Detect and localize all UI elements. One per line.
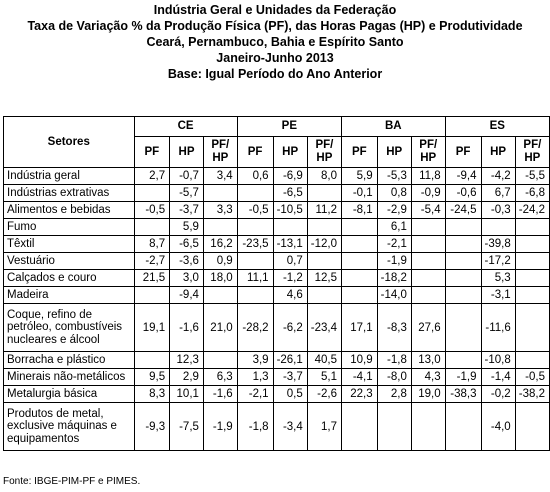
value-cell	[445, 403, 481, 451]
value-cell	[273, 219, 307, 236]
value-cell	[203, 287, 237, 304]
value-cell: 4,3	[411, 369, 445, 386]
value-cell: 0,7	[273, 253, 307, 270]
source-note: Fonte: IBGE-PIM-PF e PIMES.	[3, 476, 141, 487]
value-cell	[445, 219, 481, 236]
value-cell: -8,1	[342, 202, 378, 219]
table-row	[4, 253, 550, 270]
value-cell: -1,2	[273, 270, 307, 287]
value-cell	[411, 287, 445, 304]
value-cell: 18,0	[203, 270, 237, 287]
value-cell: 3,0	[170, 270, 204, 287]
value-cell: 9,5	[134, 369, 170, 386]
value-cell: -1,8	[237, 403, 273, 451]
value-cell: -26,1	[273, 352, 307, 369]
value-cell	[481, 219, 515, 236]
table-row	[4, 202, 550, 219]
title-line-3: Ceará, Pernambuco, Bahia e Espírito Santo	[146, 35, 404, 49]
value-cell: -0,5	[515, 369, 549, 386]
value-cell: -18,2	[377, 270, 411, 287]
value-cell: 3,3	[203, 202, 237, 219]
value-cell	[203, 352, 237, 369]
title-line-2: Taxa de Variação % da Produção Física (PF), das Horas Pagas (HP) e Produtividade	[27, 19, 523, 33]
metric-header: PF/ HP	[411, 137, 445, 168]
value-cell: 0,9	[203, 253, 237, 270]
value-cell: 11,1	[237, 270, 273, 287]
value-cell: 12,5	[307, 270, 341, 287]
value-cell: -10,5	[273, 202, 307, 219]
table-row	[4, 270, 550, 287]
value-cell	[134, 185, 170, 202]
title-line-5: Base: Igual Período do Ano Anterior	[167, 67, 383, 81]
value-cell	[307, 287, 341, 304]
metric-header: HP	[481, 137, 515, 168]
value-cell	[445, 352, 481, 369]
sector-header: Setores	[4, 117, 135, 168]
value-cell	[515, 270, 549, 287]
value-cell: 0,8	[377, 185, 411, 202]
value-cell	[342, 236, 378, 253]
value-cell	[411, 270, 445, 287]
value-cell: -9,4	[445, 168, 481, 185]
value-cell: 40,5	[307, 352, 341, 369]
metric-header: PF/ HP	[307, 137, 341, 168]
title-line-1: Indústria Geral e Unidades da Federação	[153, 3, 397, 17]
value-cell: -0,6	[445, 185, 481, 202]
value-cell: -8,0	[377, 369, 411, 386]
value-cell	[445, 236, 481, 253]
value-cell: -9,4	[170, 287, 204, 304]
value-cell	[203, 219, 237, 236]
value-cell: -2,6	[307, 386, 341, 403]
value-cell: 12,3	[170, 352, 204, 369]
value-cell: -0,2	[481, 386, 515, 403]
table-body	[4, 168, 550, 451]
value-cell	[515, 236, 549, 253]
value-cell: 2,8	[377, 386, 411, 403]
title-line-4: Janeiro-Junho 2013	[216, 51, 334, 65]
value-cell: -3,6	[170, 253, 204, 270]
metric-header: HP	[170, 137, 204, 168]
value-cell: 8,3	[134, 386, 170, 403]
value-cell: 2,9	[170, 369, 204, 386]
header-row-states	[4, 117, 550, 137]
value-cell: 0,5	[273, 386, 307, 403]
value-cell: -4,1	[342, 369, 378, 386]
state-header: CE	[134, 117, 237, 137]
value-cell: 4,6	[273, 287, 307, 304]
value-cell: -6,5	[273, 185, 307, 202]
value-cell	[237, 185, 273, 202]
value-cell: 17,1	[342, 304, 378, 352]
sector-name: Madeira	[4, 287, 135, 304]
value-cell	[342, 287, 378, 304]
sector-name: Calçados e couro	[4, 270, 135, 287]
value-cell: -5,3	[377, 168, 411, 185]
value-cell	[411, 253, 445, 270]
value-cell: 19,1	[134, 304, 170, 352]
value-cell: 11,8	[411, 168, 445, 185]
value-cell: 2,7	[134, 168, 170, 185]
value-cell: 6,1	[377, 219, 411, 236]
value-cell: -8,3	[377, 304, 411, 352]
value-cell	[134, 352, 170, 369]
value-cell	[515, 219, 549, 236]
sector-name: Minerais não-metálicos	[4, 369, 135, 386]
value-cell	[307, 253, 341, 270]
value-cell: 1,7	[307, 403, 341, 451]
value-cell: 6,3	[203, 369, 237, 386]
sector-name: Alimentos e bebidas	[4, 202, 135, 219]
value-cell: -1,9	[203, 403, 237, 451]
value-cell: 21,5	[134, 270, 170, 287]
value-cell: -0,7	[170, 168, 204, 185]
metric-header: PF/ HP	[203, 137, 237, 168]
value-cell	[377, 403, 411, 451]
value-cell: 16,2	[203, 236, 237, 253]
value-cell: 5,9	[170, 219, 204, 236]
data-table	[3, 116, 550, 451]
value-cell: 21,0	[203, 304, 237, 352]
value-cell: -0,5	[134, 202, 170, 219]
metric-header: PF	[237, 137, 273, 168]
value-cell: -23,4	[307, 304, 341, 352]
value-cell	[515, 352, 549, 369]
sector-name: Vestuário	[4, 253, 135, 270]
value-cell: 5,9	[342, 168, 378, 185]
value-cell: 11,2	[307, 202, 341, 219]
value-cell: 22,3	[342, 386, 378, 403]
value-cell: -11,6	[481, 304, 515, 352]
value-cell: 1,3	[237, 369, 273, 386]
value-cell	[445, 253, 481, 270]
value-cell: -2,7	[134, 253, 170, 270]
value-cell: -2,1	[377, 236, 411, 253]
value-cell: -10,8	[481, 352, 515, 369]
value-cell: 5,3	[481, 270, 515, 287]
value-cell: -38,3	[445, 386, 481, 403]
metric-header: PF/ HP	[515, 137, 549, 168]
value-cell: -6,2	[273, 304, 307, 352]
value-cell	[342, 403, 378, 451]
value-cell: -2,9	[377, 202, 411, 219]
value-cell: -13,1	[273, 236, 307, 253]
table-row	[4, 168, 550, 185]
state-header: ES	[445, 117, 549, 137]
value-cell: -9,3	[134, 403, 170, 451]
value-cell: -3,7	[170, 202, 204, 219]
value-cell: 19,0	[411, 386, 445, 403]
table-row	[4, 304, 550, 352]
value-cell: -4,0	[481, 403, 515, 451]
value-cell: 8,7	[134, 236, 170, 253]
value-cell: -0,1	[342, 185, 378, 202]
table-row	[4, 386, 550, 403]
value-cell: -1,6	[170, 304, 204, 352]
value-cell: -0,3	[481, 202, 515, 219]
table-row	[4, 219, 550, 236]
value-cell: -6,9	[273, 168, 307, 185]
value-cell	[515, 287, 549, 304]
value-cell	[411, 403, 445, 451]
value-cell: 10,1	[170, 386, 204, 403]
value-cell	[342, 219, 378, 236]
value-cell: 27,6	[411, 304, 445, 352]
value-cell	[445, 304, 481, 352]
report-title-block	[0, 0, 550, 82]
sector-name: Produtos de metal, exclusive máquinas e equipamentos	[4, 403, 135, 451]
value-cell: -5,4	[411, 202, 445, 219]
value-cell	[237, 253, 273, 270]
sector-name: Metalurgia básica	[4, 386, 135, 403]
value-cell: 13,0	[411, 352, 445, 369]
value-cell: -28,2	[237, 304, 273, 352]
value-cell: -2,1	[237, 386, 273, 403]
sector-name: Borracha e plástico	[4, 352, 135, 369]
metric-header: PF	[134, 137, 170, 168]
table-wrapper	[3, 116, 550, 451]
metric-header: HP	[273, 137, 307, 168]
value-cell: 0,6	[237, 168, 273, 185]
value-cell	[134, 219, 170, 236]
value-cell: -1,9	[377, 253, 411, 270]
value-cell: -3,1	[481, 287, 515, 304]
value-cell	[515, 253, 549, 270]
table-row	[4, 352, 550, 369]
table-row	[4, 369, 550, 386]
metric-header: HP	[377, 137, 411, 168]
value-cell: -1,8	[377, 352, 411, 369]
value-cell: -23,5	[237, 236, 273, 253]
value-cell: -14,0	[377, 287, 411, 304]
sector-name: Coque, refino de petróleo, combustíveis nucleares e álcool	[4, 304, 135, 352]
value-cell: 3,9	[237, 352, 273, 369]
value-cell: -4,2	[481, 168, 515, 185]
value-cell: -38,2	[515, 386, 549, 403]
value-cell: 8,0	[307, 168, 341, 185]
value-cell: -3,7	[273, 369, 307, 386]
value-cell: -7,5	[170, 403, 204, 451]
value-cell: 3,4	[203, 168, 237, 185]
value-cell	[342, 270, 378, 287]
value-cell: -17,2	[481, 253, 515, 270]
value-cell: -0,9	[411, 185, 445, 202]
value-cell	[411, 219, 445, 236]
value-cell: 10,9	[342, 352, 378, 369]
value-cell: -5,7	[170, 185, 204, 202]
value-cell: -3,4	[273, 403, 307, 451]
value-cell: -0,5	[237, 202, 273, 219]
sector-name: Têxtil	[4, 236, 135, 253]
value-cell: -24,5	[445, 202, 481, 219]
value-cell	[445, 270, 481, 287]
value-cell: 6,7	[481, 185, 515, 202]
table-row	[4, 403, 550, 451]
sector-name: Indústrias extrativas	[4, 185, 135, 202]
value-cell	[515, 304, 549, 352]
value-cell	[445, 287, 481, 304]
value-cell: -39,8	[481, 236, 515, 253]
state-header: PE	[237, 117, 341, 137]
value-cell	[134, 287, 170, 304]
value-cell: -6,5	[170, 236, 204, 253]
table-row	[4, 287, 550, 304]
table-row	[4, 185, 550, 202]
metric-header: PF	[445, 137, 481, 168]
value-cell: -24,2	[515, 202, 549, 219]
value-cell: 5,1	[307, 369, 341, 386]
sector-name: Fumo	[4, 219, 135, 236]
value-cell: -1,6	[203, 386, 237, 403]
metric-header: PF	[342, 137, 378, 168]
value-cell	[307, 185, 341, 202]
table-row	[4, 236, 550, 253]
sector-name: Indústria geral	[4, 168, 135, 185]
value-cell: -12,0	[307, 236, 341, 253]
value-cell: -6,8	[515, 185, 549, 202]
value-cell: -5,5	[515, 168, 549, 185]
value-cell	[307, 219, 341, 236]
value-cell	[237, 287, 273, 304]
value-cell	[515, 403, 549, 451]
value-cell	[411, 236, 445, 253]
value-cell: -1,4	[481, 369, 515, 386]
value-cell	[342, 253, 378, 270]
value-cell	[203, 185, 237, 202]
value-cell: -1,9	[445, 369, 481, 386]
state-header: BA	[342, 117, 446, 137]
value-cell	[237, 219, 273, 236]
